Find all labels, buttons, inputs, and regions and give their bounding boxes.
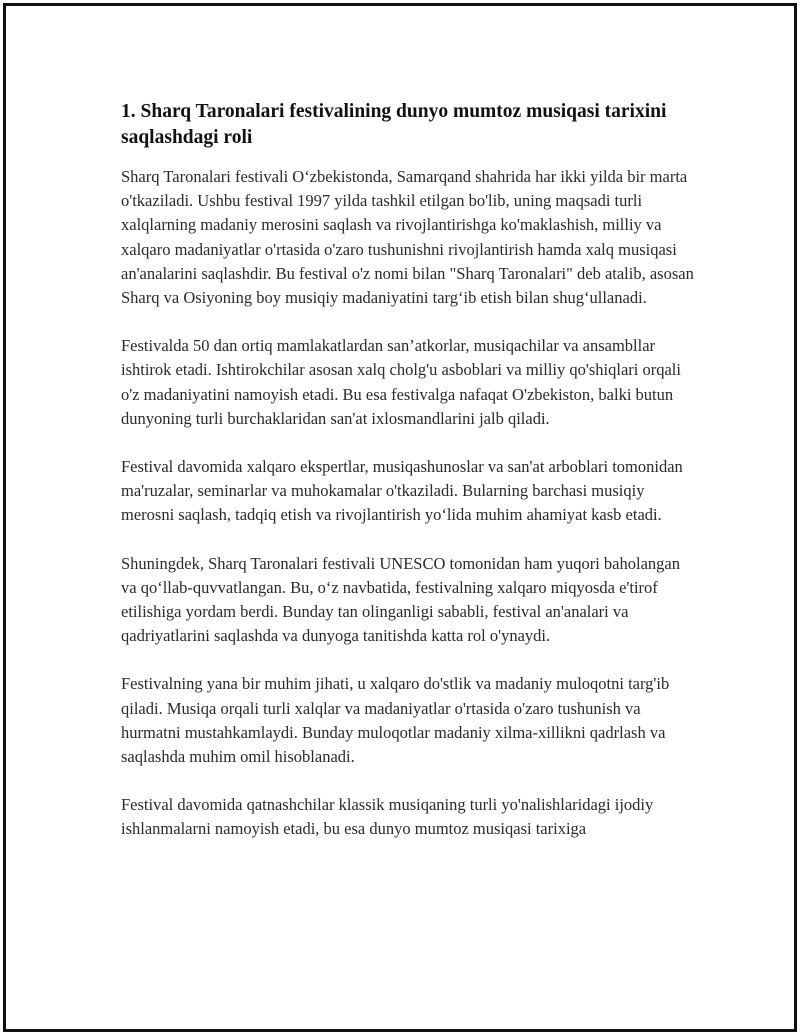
paragraph-1: Sharq Taronalari festivali O‘zbekistonda, Samarqand shahrida har ikki yilda bir marta o'tkaziladi. Ushbu festival 1997 yilda tashkil etilgan bo'lib, uning maqsadi turli xalqlarning madaniy merosini saqlash va rivojlantirishga ko'maklashish, milliy va xalqaro madaniyatlar o'rtasida o'zaro tushunishni rivojlantirish hamda xalq musiqasi an'analarini saqlashdir. Bu festival o'z nomi bilan "Sharq Taronalari" deb atalib, asosan Sharq va Osiyoning boy musiqiy madaniyatini targ‘ib etish bilan shug‘ullanadi. — [121, 167, 694, 308]
paragraph-5: Festivalning yana bir muhim jihati, u xalqaro do'stlik va madaniy muloqotni targ'ib qiladi. Musiqa orqali turli xalqlar va madaniyatlar o'rtasida o'zaro tushunish va hurmatni mustahkamlaydi. Bunday muloqotlar madaniy xilma-xillikni qadrlash va saqlashda muhim omil hisoblanadi. — [121, 674, 670, 767]
section-heading: 1. Sharq Taronalari festivalining dunyo mumtoz musiqasi tarixini saqlashdagi roli — [121, 101, 667, 148]
paragraph-6: Festival davomida qatnashchilar klassik musiqaning turli yo'nalishlaridagi ijodiy ishlanmalarni namoyish etadi, bu esa dunyo mumtoz musiqasi tarixiga — [121, 795, 654, 839]
paragraph-3: Festival davomida xalqaro ekspertlar, musiqashunoslar va san'at arboblari tomonidan ma'ruzalar, seminarlar va muhokamalar o'tkaziladi. Bularning barchasi musiqiy merosni saqlash, tadqiq etish va rivojlantirish yo‘lida muhim ahamiyat kasb etadi. — [121, 457, 683, 525]
page-frame — [3, 3, 797, 1032]
paragraph-2: Festivalda 50 dan ortiq mamlakatlardan san’atkorlar, musiqachilar va ansambllar ishtirok etadi. Ishtirokchilar asosan xalq cholg'u asboblari va milliy qo'shiqlari orqali o'z madaniyatini namoyish etadi. Bu esa festivalga nafaqat O'zbekiston, balki butun dunyoning turli burchaklaridan san'at ixlosmandlarini jalb qiladi. — [121, 336, 681, 428]
paragraph-4: Shuningdek, Sharq Taronalari festivali UNESCO tomonidan ham yuqori baholangan va qo‘llab-quvvatlangan. Bu, o‘z navbatida, festivalning xalqaro miqyosda e'tirof etilishiga yordam berdi. Bunday tan olinganligi sababli, festival an'analari va qadriyatlarini saqlashda va dunyoga tanitishda katta rol o'ynaydi. — [121, 553, 680, 646]
document-body — [121, 99, 696, 866]
